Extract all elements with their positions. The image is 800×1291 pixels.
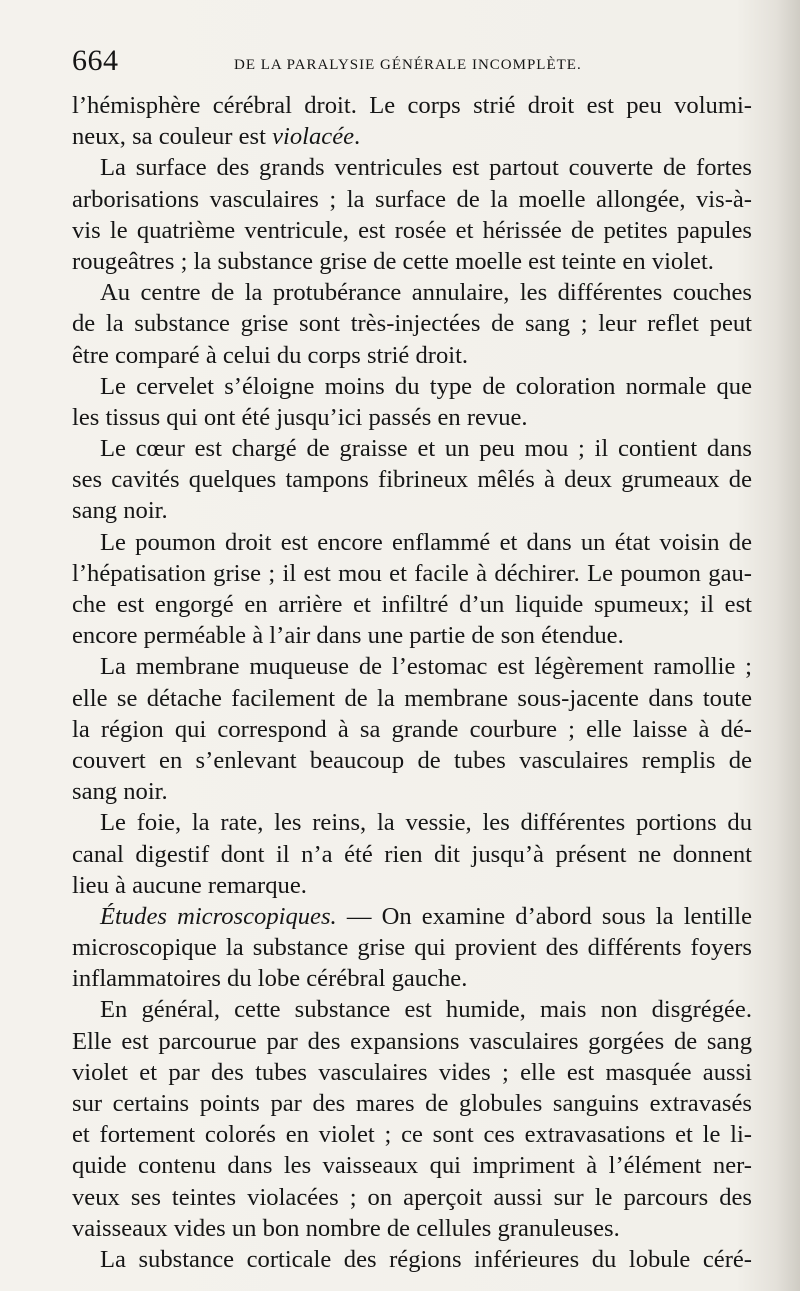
text-line — [72, 1244, 752, 1275]
text-segment: neux, sa couleur est — [72, 123, 273, 151]
text-segment: vaisseaux vides un bon nombre de cellules granuleuses. — [72, 1214, 620, 1242]
text-line — [72, 558, 752, 589]
text-line — [72, 371, 752, 402]
text-line — [72, 277, 752, 308]
text-segment: encore perméable à l’air dans une partie de son étendue. — [72, 622, 624, 650]
text-segment: che est engorgé en arrière et infiltré d’un liquide spumeux; il est — [72, 591, 752, 618]
text-segment: Le cervelet s’éloigne moins du type de coloration normale que — [100, 372, 752, 400]
text-segment: et fortement colorés en violet ; ce sont ces extravasations et le li- — [72, 1121, 752, 1149]
text-segment: — On examine d’abord sous la lentille — [336, 902, 752, 930]
text-segment: ses cavités quelques tampons fibrineux mêlés à deux grumeaux de — [72, 466, 752, 494]
text-line — [72, 464, 752, 495]
text-segment: En général, cette substance est humide, mais non disgrégée. — [100, 996, 752, 1024]
text-line — [72, 745, 752, 776]
text-line — [72, 152, 752, 183]
text-line — [72, 1026, 752, 1057]
body-text — [72, 90, 752, 1275]
text-segment: Au centre de la protubérance annulaire, les différentes couches — [100, 279, 752, 307]
text-segment: vis le quatrième ventricule, est rosée et hérissée de petites papules — [72, 216, 752, 244]
text-line — [72, 340, 752, 371]
text-line — [72, 1119, 752, 1150]
text-line — [72, 1150, 752, 1181]
text-segment: quide contenu dans les vaisseaux qui impriment à l’élément ner- — [72, 1152, 752, 1180]
text-segment: les tissus qui ont été jusqu’ici passés en revue. — [72, 403, 528, 431]
page-number: 664 — [72, 44, 119, 77]
text-segment: rougeâtres ; la substance grise de cette moelle est teinte en violet. — [72, 247, 714, 275]
text-segment: violet et par des tubes vasculaires vides ; elle est masquée aussi — [72, 1058, 752, 1086]
text-segment: inflammatoires du lobe cérébral gauche. — [72, 965, 468, 993]
text-segment: couvert en s’enlevant beaucoup de tubes vasculaires remplis de — [72, 746, 752, 774]
text-segment: sang noir. — [72, 778, 168, 806]
text-line — [72, 589, 752, 620]
text-line — [72, 246, 752, 277]
text-line — [72, 901, 752, 932]
text-segment: sang noir. — [72, 497, 168, 525]
text-line — [72, 1213, 752, 1244]
text-segment: canal digestif dont il n’a été rien dit jusqu’à présent ne donnent — [72, 840, 752, 868]
text-segment: La membrane muqueuse de l’estomac est légèrement ramollie ; — [100, 653, 752, 681]
text-segment: La surface des grands ventricules est partout couverte de fortes — [100, 154, 752, 182]
text-segment: elle se détache facilement de la membrane sous-jacente dans toute — [72, 684, 752, 712]
text-segment: . — [354, 123, 361, 151]
text-segment: lieu à aucune remarque. — [72, 871, 307, 899]
text-line — [72, 308, 752, 339]
text-line — [72, 184, 752, 215]
text-segment: être comparé à celui du corps strié droit. — [72, 341, 469, 369]
text-segment: l’hépatisation grise ; il est mou et facile à déchirer. Le poumon gau- — [72, 559, 752, 587]
text-line — [72, 1057, 752, 1088]
text-segment: veux ses teintes violacées ; on aperçoit aussi sur le parcours des — [72, 1183, 752, 1211]
page-header — [72, 44, 762, 84]
text-line — [72, 121, 752, 152]
text-line — [72, 714, 752, 745]
text-line — [72, 215, 752, 246]
italic-word: violacée — [272, 123, 355, 151]
text-segment: Le poumon droit est encore enflammé et dans un état voisin de — [100, 528, 752, 556]
text-segment: Le cœur est chargé de graisse et un peu mou ; il contient dans — [100, 435, 752, 463]
text-line — [72, 963, 752, 994]
text-line — [72, 839, 752, 870]
text-line — [72, 870, 752, 901]
text-segment: de la substance grise sont très-injectées de sang ; leur reflet peut — [72, 310, 752, 338]
text-line — [72, 807, 752, 838]
running-head: DE LA PARALYSIE GÉNÉRALE INCOMPLÈTE. — [234, 57, 582, 73]
text-line — [72, 620, 752, 651]
text-line — [72, 433, 752, 464]
text-line — [72, 1088, 752, 1119]
text-line — [72, 932, 752, 963]
text-line — [72, 495, 752, 526]
text-line — [72, 994, 752, 1025]
text-line — [72, 402, 752, 433]
text-line — [72, 1182, 752, 1213]
text-line — [72, 776, 752, 807]
text-line — [72, 651, 752, 682]
text-line — [72, 90, 752, 121]
text-segment: la région qui correspond à sa grande courbure ; elle laisse à dé- — [72, 715, 752, 743]
italic-heading: Études microscopiques. — [100, 902, 337, 930]
text-segment: Le foie, la rate, les reins, la vessie, les différentes portions du — [100, 809, 752, 837]
text-line — [72, 683, 752, 714]
text-segment: microscopique la substance grise qui provient des différents foyers — [72, 934, 752, 962]
text-segment: l’hémisphère cérébral droit. Le corps strié droit est peu volumi- — [72, 92, 752, 119]
text-segment: sur certains points par des mares de globules sanguins extravasés — [72, 1090, 752, 1117]
text-segment: La substance corticale des régions inférieures du lobule céré- — [100, 1245, 752, 1273]
text-segment: arborisations vasculaires ; la surface de la moelle allongée, vis-à- — [72, 185, 752, 213]
text-line — [72, 527, 752, 558]
text-segment: Elle est parcourue par des expansions vasculaires gorgées de sang — [72, 1027, 752, 1055]
